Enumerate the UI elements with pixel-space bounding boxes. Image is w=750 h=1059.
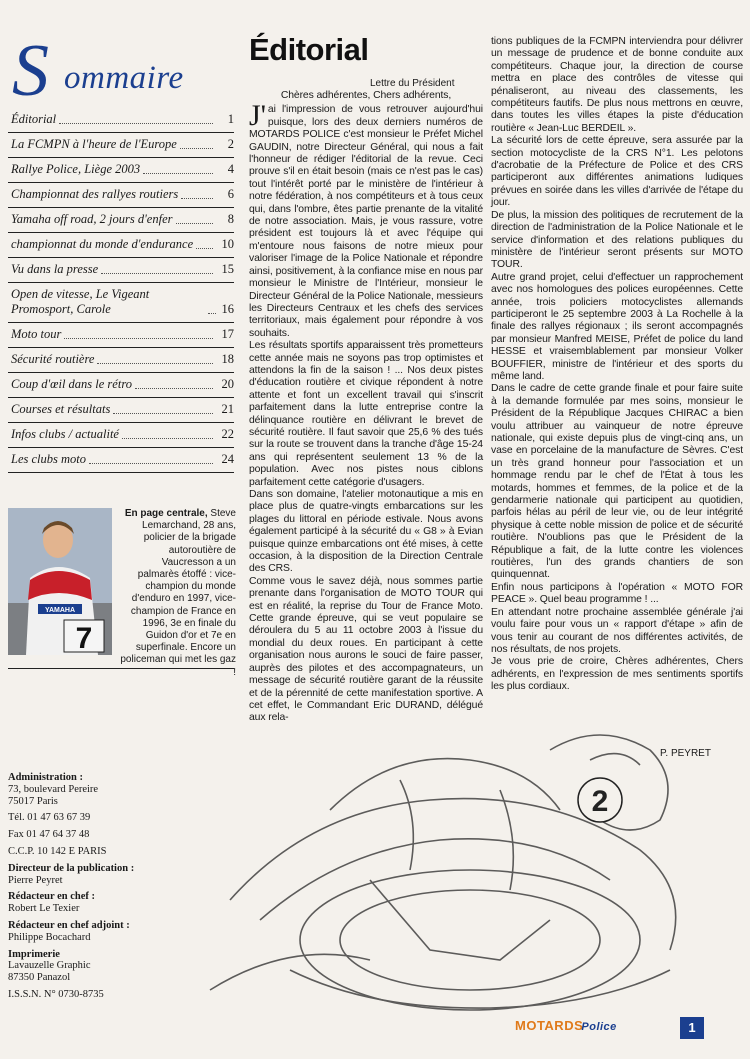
toc-item-label: Championnat des rallyes routiers xyxy=(11,187,179,201)
featured-rider-box xyxy=(8,508,236,678)
toc-item-page: 18 xyxy=(221,352,234,366)
toc-leader xyxy=(208,313,216,314)
toc-leader xyxy=(89,463,213,464)
editorial-paragraph: Comme vous le savez déjà, nous sommes partie prenante dans l'organisation de MOTO TOUR qui est en réalité, la reprise du Tour de France Moto. Cette grande épreuve, qui se veut populaire se déroulera du 5 au 11 octobre 2003 à l'issue du mondial du deux roues. En participant à cette organisation nous aurons le souci de faire passer, auprès des pilotes et des accompagnateurs, un message de sécurité routière garant de la réussite et de la pérennité de cette manifestation sportive. A cet effet, le Commandant Eric DURAND, délégué aux rela- xyxy=(249,575,483,724)
editorial-paragraph: Je vous prie de croire, Chères adhérentes, Chers adhérents, en l'expression de mes sentiments sportifs les plus cordiaux. xyxy=(491,656,743,693)
sommaire-title-initial: S xyxy=(12,30,50,112)
editorial-paragraph: J'ai l'impression de vous retrouver aujourd'hui puisque, lors des deux derniers numéros de MOTARDS POLICE c'est monsieur le Préfet Michel GAUDIN, notre Directeur Général, qui nous a fait l'honneur de rédiger l'éditorial de la revue. Ceci prouve s'il en était besoin (mais ce n'est pas le cas) tout l'intérêt porté par le ministère de l'intérieur à notre fédération, à nos compétiteurs et à tous ceux qui, dans l'ombre, êtes partie prenante de la vitalité de notre association. Mais, je vous rassure, votre président est toujours là et avec l'équipe qui m'entoure nous faisons de notre mieux pour valoriser l'image de la Police Nationale et répondre ainsi, positivement, à la confiance mise en nous par monsieur le Ministre de l'Intérieur, monsieur le Directeur Général de la Police Nationale, messieurs les Directeurs Centraux et les chefs des services territoriaux, mais également pour répondre à vos souhaits. xyxy=(249,99,483,339)
toc-leader xyxy=(64,338,213,339)
sommaire-title xyxy=(8,30,234,112)
toc-item-page: 6 xyxy=(227,187,234,201)
table-of-contents xyxy=(8,30,234,473)
rider-caption xyxy=(118,508,236,679)
toc-item-page: 24 xyxy=(221,452,234,466)
editorial-signature: P. PEYRET xyxy=(660,748,711,759)
toc-item-page: 17 xyxy=(221,327,234,341)
toc-item-label: championnat du monde d'endurance xyxy=(11,237,194,251)
admin-label: Administration : xyxy=(8,772,83,783)
toc-item[interactable] xyxy=(8,283,234,323)
jersey-text: YAMAHA xyxy=(44,607,76,614)
editorial-paragraph: tions publiques de la FCMPN interviendra pour délivrer un message de prudence et de bonne conduite aux compétiteurs. Chaque jour, la direction de course mettra en place des contrôles de vitesse qui pénaliseront, au niveau des classements, les compétiteurs fautifs. De plus nous mettrons en œuvre, dans toutes les villes étapes la piste d'éducation routière « Jean-Luc BERDEIL ». xyxy=(491,36,743,134)
toc-item-label: Infos clubs / actualité xyxy=(11,427,119,441)
editorial-column-1 xyxy=(249,90,483,725)
editorial-greeting: Chères adhérentes, Chers adhérents, xyxy=(280,90,452,101)
toc-leader xyxy=(181,198,213,199)
phone: Tél. 01 47 63 67 39 xyxy=(8,812,91,824)
caption-lead: En page centrale, xyxy=(124,508,208,519)
editorial-paragraph: Dans le cadre de cette grande finale et pour faire suite à la demande formulée par mes soins, monsieur le Président de la République Jacques CHIRAC a bien voulu attribuer au vainqueur de notre épreuve nationale, qui existe depuis plus de vingt-cinq ans, un vase en porcelaine de la manufacture de Sèvres. C'est un très grand honneur pour l'association et un hommage rendu par le chef de l'État à tous les motards, hommes et femmes, de la police et de la gendarmerie nationale qui participent au quotidien, parfois hélas au péril de leur vie, ou de leur intégrité physique à cette noble mission de police et de sécurité routière. N'oublions pas que le Président de la République a fait, de la lutte contre les violences routières, l'un des grands chantiers de son quinquennat. xyxy=(491,383,743,581)
toc-item[interactable] xyxy=(8,133,234,158)
toc-leader xyxy=(180,148,213,149)
toc-leader xyxy=(135,388,213,389)
toc-item[interactable] xyxy=(8,348,234,373)
toc-leader xyxy=(176,223,214,224)
rider-illustration xyxy=(8,508,112,655)
toc-list xyxy=(8,108,234,473)
section-divider xyxy=(8,668,234,669)
rider-photo xyxy=(8,508,112,655)
editorial-title: Éditorial xyxy=(249,32,369,67)
toc-item-label: Moto tour xyxy=(11,327,62,341)
toc-leader xyxy=(196,248,213,249)
toc-item-label: Rallye Police, Liège 2003 xyxy=(11,162,141,176)
toc-leader xyxy=(113,413,213,414)
toc-item-label: Open de vitesse, Le Vigeant Promosport, Carole xyxy=(11,287,150,316)
editorial-paragraph: En attendant notre prochaine assemblée générale j'ai voulu faire pour vous un « rapport d'étape » afin de vous tenir au courant de nos différentes activités, de nos résultats, de nos projets. xyxy=(491,606,743,655)
printer-label: Imprimerie xyxy=(8,948,60,960)
logo-main: MOTARDS xyxy=(515,1018,584,1033)
editorial-subtitle: Lettre du Président xyxy=(370,78,455,89)
toc-item-label: Yamaha off road, 2 jours d'enfer xyxy=(11,212,173,226)
art-bib-number: 2 xyxy=(591,785,609,818)
ccp: C.C.P. 10 142 E PARIS xyxy=(8,845,107,857)
toc-item-page: 2 xyxy=(227,137,234,151)
toc-item[interactable] xyxy=(8,448,234,473)
toc-item-page: 16 xyxy=(221,302,234,316)
toc-leader xyxy=(143,173,213,174)
director-label: Directeur de la publication : xyxy=(8,862,135,874)
toc-item[interactable] xyxy=(8,398,234,423)
toc-item-page: 22 xyxy=(221,427,234,441)
toc-item-label: Courses et résultats xyxy=(11,402,111,416)
toc-item[interactable] xyxy=(8,208,234,233)
editorial-paragraph: Enfin nous participons à l'opération « MOTO FOR PEACE ». Quel beau programme ! ... xyxy=(491,581,743,606)
toc-item-page: 1 xyxy=(227,112,234,126)
toc-item[interactable] xyxy=(8,373,234,398)
issn: I.S.S.N. N° 0730-8735 xyxy=(8,988,104,1000)
toc-leader xyxy=(101,273,213,274)
address-city: 75017 Paris xyxy=(8,795,58,807)
motards-police-logo xyxy=(515,1018,617,1033)
toc-item-page: 15 xyxy=(221,262,234,276)
toc-item-page: 10 xyxy=(221,237,234,251)
toc-item-label: Vu dans la presse xyxy=(11,262,99,276)
editorial-paragraph: De plus, la mission des politiques de recrutement de la direction de l'administration de la Police Nationale et le service d'information et des relations publiques du ministère de l'intérieur seront présents sur MOTO TOUR. xyxy=(491,209,743,271)
printer-city: 87350 Panazol xyxy=(8,972,71,984)
toc-leader xyxy=(59,123,213,124)
toc-item[interactable] xyxy=(8,233,234,258)
editorial-paragraph: Les résultats sportifs apparaissent très prometteurs cette année mais ne soyons pas trop optimistes et attendons la fin de la saison ! ... Nos deux pistes d'éducation routière et civique répondent à notre attente et font un excellent travail qui s'inscrit parfaitement dans la lutte entreprise contre la délinquance routière en délivrant le brevet de sécurité routière. Il faut savoir que 25,6 % des tués sur la route se trouvent dans la tranche d'âge 15-24 ans qui représentent seulement 13 % de la population. Avec nos pistes nous ciblons parfaitement cette catégorie d'usagers. xyxy=(249,340,483,488)
motorcycle-sketch-illustration xyxy=(170,690,730,1030)
editorial-column-2 xyxy=(491,36,743,694)
bib-number: 7 xyxy=(75,622,93,655)
logo-sub: Police xyxy=(581,1021,617,1033)
toc-item-label: Sécurité routière xyxy=(11,352,95,366)
deputy-name: Philippe Bocachard xyxy=(8,931,91,943)
chief-label: Rédacteur en chef : xyxy=(8,891,95,903)
toc-item-page: 21 xyxy=(221,402,234,416)
toc-item-label: La FCMPN à l'heure de l'Europe xyxy=(11,137,177,151)
toc-item-label: Coup d'œil dans le rétro xyxy=(11,377,132,391)
toc-leader xyxy=(97,363,213,364)
director-name: Pierre Peyret xyxy=(8,874,63,886)
toc-item[interactable] xyxy=(8,323,234,348)
toc-item-label: Les clubs moto xyxy=(11,452,86,466)
toc-item[interactable] xyxy=(8,258,234,283)
printer-name: Lavauzelle Graphic xyxy=(8,960,91,972)
fax: Fax 01 47 64 37 48 xyxy=(8,829,90,841)
toc-leader xyxy=(122,438,213,439)
sommaire-title-rest: ommaire xyxy=(64,60,184,96)
deputy-label: Rédacteur en chef adjoint : xyxy=(8,919,130,931)
toc-item[interactable] xyxy=(8,158,234,183)
chief-name: Robert Le Texier xyxy=(8,903,80,915)
toc-item[interactable] xyxy=(8,423,234,448)
page-number: 1 xyxy=(680,1017,704,1039)
editorial-paragraph: La sécurité lors de cette épreuve, sera assurée par la section motocycliste de la CRS N°1. Les pelotons d'acrobatie de la Préfecture de Police et des CRS participeront aux différentes animations ludiques prévues en soirée dans les villes d'arrivée de l'étape du jour. xyxy=(491,135,743,209)
toc-item-page: 20 xyxy=(221,377,234,391)
toc-item[interactable] xyxy=(8,183,234,208)
caption-text: Steve Lemarchand, 28 ans, policier de la brigade autoroutière de Vaucresson a un palmarès étoffé : vice-champion du monde d'enduro en 1997, vice-champion de France en 1996, 3e en finale du Guidon d'or et 7e en superfinale. Encore un policeman qui met les gaz ! xyxy=(120,508,236,678)
editorial-paragraph: Autre grand projet, celui d'effectuer un rapprochement avec nos homologues des polices européennes. Cette année, trois policiers motocyclistes allemands participeront le 25 septembre 2003 à La Rochelle à la finale des rallyes régionaux ; ils seront accompagnés par monsieur Manfred MEISE, Préfet de police du land HESSE et vraisemblablement par monsieur Volker BOUFFIER, ministre de l'intérieur et des sports du même land. xyxy=(491,271,743,382)
toc-item-page: 4 xyxy=(227,162,234,176)
editorial-paragraph: Dans son domaine, l'atelier motonautique a mis en place plus de quatre-vingts embarcations sur les plages du littoral en période estivale. Nous avons également participé à la sécurité du « G8 » à Evian puisque quinze embarcations ont été mises, à cette occasion, à la disposition de la Direction Centrale des CRS. xyxy=(249,489,483,575)
address-line: 73, boulevard Pereire xyxy=(8,783,99,795)
toc-item-label: Éditorial xyxy=(11,112,57,126)
toc-item-page: 8 xyxy=(227,212,234,226)
